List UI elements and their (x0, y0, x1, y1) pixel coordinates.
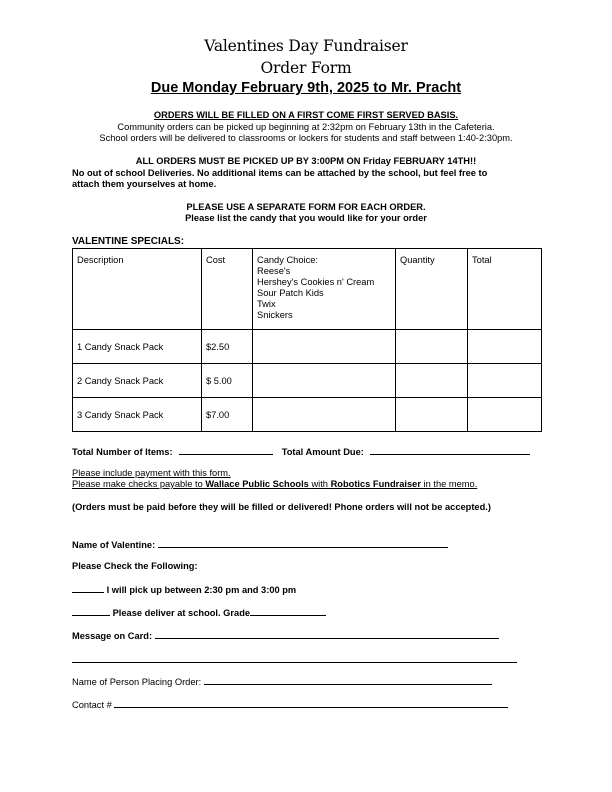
checks-middle: with (308, 479, 331, 489)
row-cost: $2.50 (202, 330, 253, 364)
row-total-input[interactable] (468, 398, 542, 432)
row-total-input[interactable] (468, 330, 542, 364)
pickup-option-label: I will pick up between 2:30 pm and 3:00 pm (106, 585, 297, 595)
row-quantity-input[interactable] (396, 330, 468, 364)
candy-option: Hershey's Cookies n' Cream (257, 277, 375, 287)
payment-include: Please include payment with this form. (72, 468, 231, 478)
candy-option: Twix (257, 299, 276, 309)
table-header-row (73, 249, 542, 330)
payment-checks (72, 479, 477, 490)
separate-form-notice: PLEASE USE A SEPARATE FORM FOR EACH ORDER. (186, 202, 426, 212)
candy-choice-label: Candy Choice: (257, 255, 318, 265)
message-line (72, 630, 499, 642)
row-candy-input[interactable] (253, 364, 396, 398)
col-cost: Cost (202, 249, 253, 330)
deliver-option-line (72, 607, 326, 619)
due-date: Due Monday February 9th, 2025 to Mr. Pracht (150, 80, 462, 96)
contact-label: Contact # (72, 700, 112, 710)
deliver-checkbox[interactable] (72, 607, 110, 616)
row-candy-input[interactable] (253, 330, 396, 364)
col-description: Description (73, 249, 202, 330)
candy-option: Reese's (257, 266, 291, 276)
row-candy-input[interactable] (253, 398, 396, 432)
candy-option: Snickers (257, 310, 293, 320)
form-title-line1: Valentines Day Fundraiser (204, 37, 408, 55)
total-items-field[interactable] (179, 446, 273, 455)
list-candy-notice: Please list the candy that you would like for your order (185, 213, 427, 223)
pickup-notice: Community orders can be picked up beginning at 2:32pm on February 13th in the Cafeteria. (117, 122, 495, 132)
delivery-notice: School orders will be delivered to classrooms or lockers for students and staff between 1:40-2:30pm. (99, 133, 513, 143)
person-field[interactable] (204, 676, 492, 685)
specials-table (72, 248, 542, 432)
table-row (73, 364, 542, 398)
payee-name: Wallace Public Schools (205, 479, 309, 489)
no-out-line2: attach them yourselves at home. (72, 179, 217, 189)
payment-warning: (Orders must be paid before they will be filled or delivered! Phone orders will not be accepted.) (72, 502, 491, 512)
candy-option: Sour Patch Kids (257, 288, 324, 298)
check-following: Please Check the Following: (72, 561, 198, 571)
total-amount-field[interactable] (370, 446, 530, 455)
col-quantity: Quantity (396, 249, 468, 330)
person-label: Name of Person Placing Order: (72, 677, 202, 687)
no-out-line1: No out of school Deliveries. No additional items can be attached by the school, but feel free to (72, 168, 488, 178)
row-cost: $7.00 (202, 398, 253, 432)
valentine-label: Name of Valentine: (72, 540, 156, 550)
valentine-field[interactable] (158, 539, 448, 548)
contact-line (72, 699, 508, 711)
person-line (72, 676, 492, 688)
total-amount-label: Total Amount Due: (281, 447, 364, 457)
col-candy-choice (253, 249, 396, 330)
valentine-line (72, 539, 448, 551)
message-label: Message on Card: (72, 631, 153, 641)
message-field-line2[interactable] (72, 654, 517, 663)
pickup-option-line (72, 584, 296, 596)
table-row (73, 330, 542, 364)
message-field[interactable] (155, 630, 499, 639)
row-quantity-input[interactable] (396, 398, 468, 432)
col-total: Total (468, 249, 542, 330)
pickup-deadline: ALL ORDERS MUST BE PICKED UP BY 3:00PM ON Friday FEBRUARY 14TH!! (135, 156, 477, 166)
row-description: 2 Candy Snack Pack (73, 364, 202, 398)
totals-line (72, 446, 530, 458)
contact-field[interactable] (114, 699, 508, 708)
first-come-notice: ORDERS WILL BE FILLED ON A FIRST COME FIRST SERVED BASIS. (153, 110, 459, 120)
row-total-input[interactable] (468, 364, 542, 398)
row-description: 1 Candy Snack Pack (73, 330, 202, 364)
pickup-checkbox[interactable] (72, 584, 104, 593)
specials-heading: VALENTINE SPECIALS: (72, 236, 185, 247)
grade-field[interactable] (250, 607, 326, 616)
row-description: 3 Candy Snack Pack (73, 398, 202, 432)
row-cost: $ 5.00 (202, 364, 253, 398)
fundraiser-name: Robotics Fundraiser (330, 479, 421, 489)
row-quantity-input[interactable] (396, 364, 468, 398)
checks-suffix: in the memo. (420, 479, 478, 489)
deliver-option-label: Please deliver at school. Grade (112, 608, 251, 618)
checks-prefix: Please make checks payable to (72, 479, 206, 489)
form-title-line2: Order Form (260, 59, 352, 77)
table-row (73, 398, 542, 432)
total-items-label: Total Number of Items: (72, 447, 173, 457)
